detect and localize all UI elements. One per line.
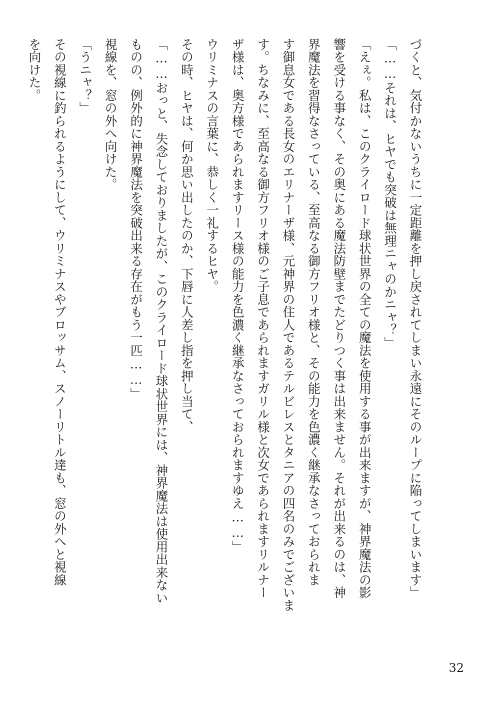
vertical-text-body	[22, 38, 429, 638]
text-line: 「……おっと、失念しておりましたが、このクライロード球状世界には、神界魔法は使用出来ない	[153, 38, 169, 605]
text-line: その視線に釣られるようにして、ウリミナスやブロッサム、スノーリトル達も、窓の外へと視線	[52, 38, 68, 587]
page-number: 32	[448, 661, 464, 675]
text-line: ものの、例外的に神界魔法を突破出来る存在がもう一匹……」	[128, 38, 144, 401]
text-line: ウリミナスの言葉に、恭しく一礼するヒヤ。	[204, 38, 220, 293]
text-line: づくと、気付かないうちに一定距離を押し戻されてしまい永遠にそのループに陥ってしまいます」	[408, 38, 423, 599]
text-line: その時、ヒヤは、何か思い出したのか、下唇に人差し指を押し当て、	[179, 38, 195, 434]
text-line: ザ様は、奥方様であられますリース様の能力を色濃く継承なさっておられますゆえ……」	[230, 38, 246, 554]
text-line: 響を受ける事なく、その奥にある魔法防壁までたどりつく事は出来ません。それが出来るのは、神	[331, 38, 347, 599]
text-line: を向けた。	[26, 38, 42, 102]
text-line: 視線を、窓の外へ向けた。	[103, 38, 119, 191]
text-line: 「……それは、ヒヤでも突破は無理ニャのかニャ？」	[382, 38, 398, 350]
text-line: す。ちなみに、至高なる御方フリオ様のご子息であられますガリル様と次女であられますリルナー	[255, 38, 271, 599]
text-line: 界魔法を習得なさっている、至高なる御方フリオ様と、その能力を色濃く継承なさっておられま	[306, 38, 322, 587]
text-line: す御息女である長女のエリナーザ様、元神界の住人であるテルビレスとタニアの四名のみでございま	[280, 38, 296, 612]
text-line: 「うニャ？」	[77, 38, 93, 115]
text-line: 「えぇ。私は、このクライロード球状世界の全ての魔法を使用する事が出来ますが、神界魔法の影	[357, 38, 373, 599]
